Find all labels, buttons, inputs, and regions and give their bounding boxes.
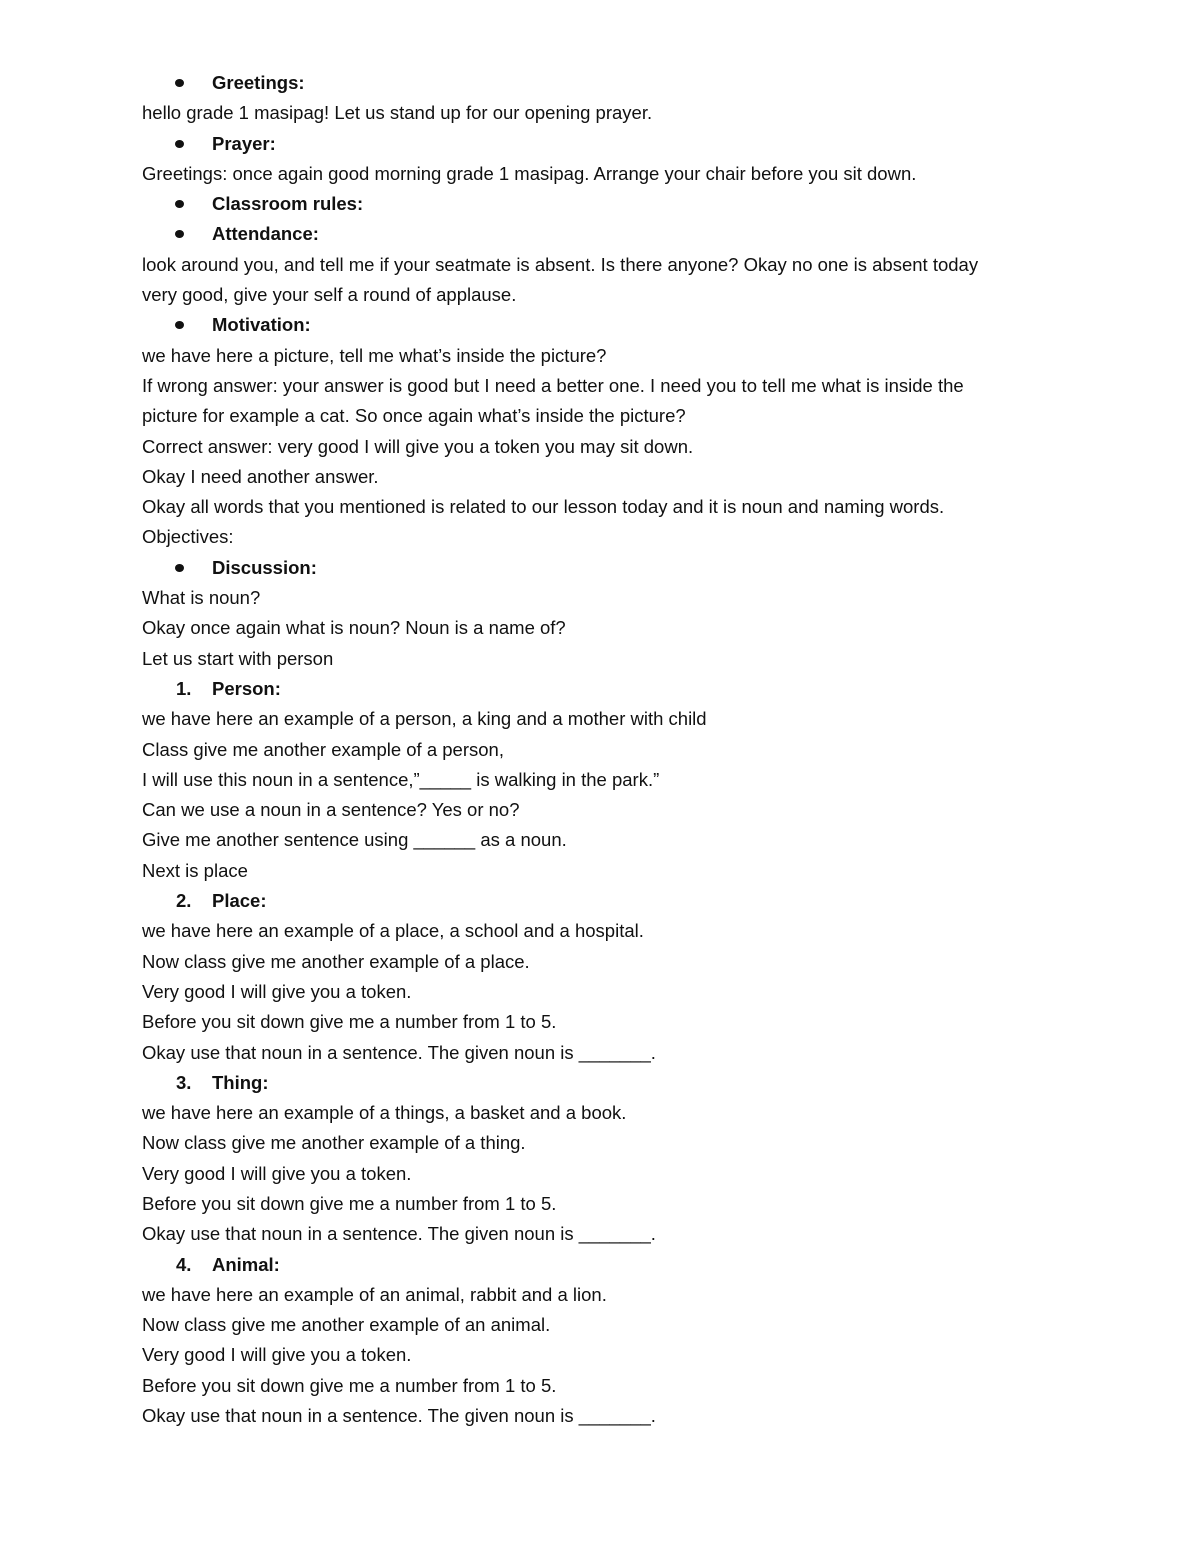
paragraph-line: Next is place bbox=[142, 859, 248, 881]
section-heading: Discussion: bbox=[212, 556, 317, 578]
paragraph-line: we have here a picture, tell me what’s inside the picture? bbox=[142, 344, 607, 366]
paragraph-line: Okay use that noun in a sentence. The given noun is _______. bbox=[142, 1041, 656, 1063]
paragraph-line: very good, give your self a round of applause. bbox=[142, 284, 517, 306]
paragraph-line: Very good I will give you a token. bbox=[142, 1162, 412, 1184]
numbered-item-place bbox=[142, 886, 1082, 916]
paragraph-line: Now class give me another example of a place. bbox=[142, 950, 530, 972]
list-marker bbox=[142, 1068, 212, 1098]
paragraph-line: we have here an example of a person, a king and a mother with child bbox=[142, 708, 707, 730]
paragraph-line: I will use this noun in a sentence,”_____ is walking in the park.” bbox=[142, 768, 660, 790]
bullet-item-prayer bbox=[142, 129, 1082, 159]
paragraph-line: Let us start with person bbox=[142, 647, 334, 669]
list-number: 2. bbox=[176, 890, 192, 912]
paragraph-line: we have here an example of a things, a basket and a book. bbox=[142, 1102, 627, 1124]
paragraph-line: Okay use that noun in a sentence. The given noun is _______. bbox=[142, 1223, 656, 1245]
paragraph-line: Correct answer: very good I will give you a token you may sit down. bbox=[142, 435, 694, 457]
bullet-icon bbox=[175, 321, 184, 329]
paragraph-line: Now class give me another example of an animal. bbox=[142, 1314, 551, 1336]
paragraph-line: hello grade 1 masipag! Let us stand up for our opening prayer. bbox=[142, 102, 653, 124]
paragraph-line: Okay all words that you mentioned is related to our lesson today and it is noun and naming words. bbox=[142, 496, 945, 518]
list-marker bbox=[142, 219, 212, 249]
list-marker bbox=[142, 886, 212, 916]
section-heading: Attendance: bbox=[212, 223, 319, 245]
paragraph-line: Okay I need another answer. bbox=[142, 465, 379, 487]
section-heading: Thing: bbox=[212, 1071, 269, 1093]
list-marker bbox=[142, 674, 212, 704]
paragraph-line: Very good I will give you a token. bbox=[142, 980, 412, 1002]
paragraph-line: we have here an example of a place, a school and a hospital. bbox=[142, 920, 644, 942]
section-heading: Greetings: bbox=[212, 72, 305, 93]
paragraph-line: Greetings: once again good morning grade 1 masipag. Arrange your chair before you sit down. bbox=[142, 162, 917, 184]
list-number: 4. bbox=[176, 1253, 192, 1275]
paragraph-line: Okay once again what is noun? Noun is a name of? bbox=[142, 617, 566, 639]
bullet-item-attendance bbox=[142, 219, 1082, 249]
list-marker bbox=[142, 310, 212, 340]
section-heading: Motivation: bbox=[212, 314, 311, 336]
paragraph-line: picture for example a cat. So once again what’s inside the picture? bbox=[142, 405, 686, 427]
numbered-item-animal bbox=[142, 1250, 1082, 1280]
paragraph-line: Before you sit down give me a number from 1 to 5. bbox=[142, 1011, 557, 1033]
bullet-item-discussion bbox=[142, 553, 1082, 583]
list-marker bbox=[142, 189, 212, 219]
paragraph-line: Before you sit down give me a number from 1 to 5. bbox=[142, 1192, 557, 1214]
paragraph-line: we have here an example of an animal, rabbit and a lion. bbox=[142, 1283, 607, 1305]
paragraph-line: Give me another sentence using ______ as a noun. bbox=[142, 829, 567, 851]
bullet-item-motivation bbox=[142, 310, 1082, 340]
paragraph-line: Objectives: bbox=[142, 526, 234, 548]
bullet-icon bbox=[175, 79, 184, 87]
paragraph-line: Before you sit down give me a number from 1 to 5. bbox=[142, 1374, 557, 1396]
paragraph-line: Very good I will give you a token. bbox=[142, 1344, 412, 1366]
bullet-item-greetings bbox=[142, 68, 1082, 98]
numbered-item-person bbox=[142, 674, 1082, 704]
section-heading: Person: bbox=[212, 677, 281, 699]
paragraph-line: Okay use that noun in a sentence. The given noun is _______. bbox=[142, 1405, 656, 1427]
list-marker bbox=[142, 553, 212, 583]
numbered-item-thing bbox=[142, 1068, 1082, 1098]
paragraph-line: Class give me another example of a person, bbox=[142, 738, 504, 760]
bullet-item-classroom-rules bbox=[142, 189, 1082, 219]
paragraph-line: look around you, and tell me if your seatmate is absent. Is there anyone? Okay no one is absent today bbox=[142, 253, 979, 275]
bullet-icon bbox=[175, 140, 184, 148]
bullet-icon bbox=[175, 230, 184, 238]
paragraph-line: If wrong answer: your answer is good but I need a better one. I need you to tell me what is inside the bbox=[142, 374, 964, 396]
paragraph-line: What is noun? bbox=[142, 587, 261, 609]
paragraph-line: Can we use a noun in a sentence? Yes or no? bbox=[142, 799, 520, 821]
document-body bbox=[142, 68, 1082, 1431]
list-marker bbox=[142, 1250, 212, 1280]
bullet-icon bbox=[175, 564, 184, 572]
section-heading: Place: bbox=[212, 890, 267, 912]
section-heading: Animal: bbox=[212, 1253, 280, 1275]
section-heading: Prayer: bbox=[212, 132, 276, 154]
list-marker bbox=[142, 129, 212, 159]
list-marker bbox=[142, 68, 212, 98]
bullet-icon bbox=[175, 200, 184, 208]
paragraph-line: Now class give me another example of a thing. bbox=[142, 1132, 526, 1154]
list-number: 3. bbox=[176, 1071, 192, 1093]
section-heading: Classroom rules: bbox=[212, 193, 364, 215]
list-number: 1. bbox=[176, 677, 192, 699]
